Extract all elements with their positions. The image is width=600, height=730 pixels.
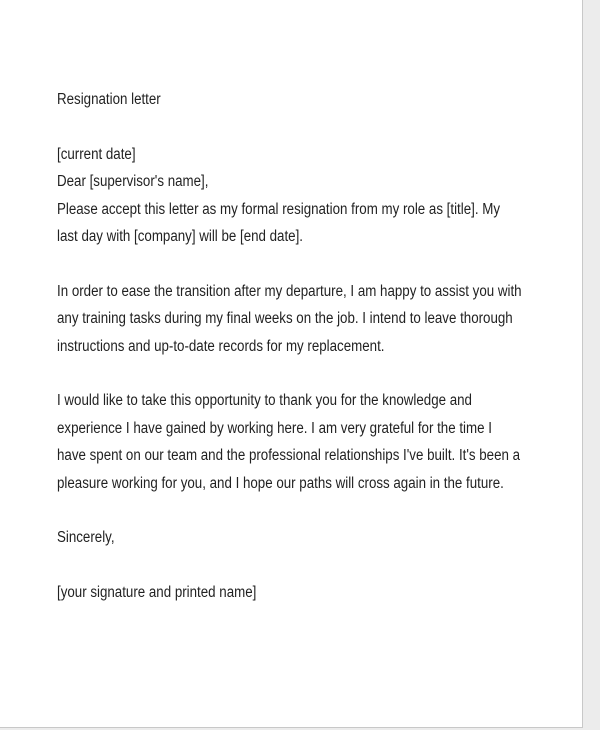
paragraph-2-line: instructions and up-to-date records for my replacement. bbox=[57, 337, 385, 355]
letter-title: Resignation letter bbox=[57, 91, 161, 108]
salutation: Dear [supervisor's name], bbox=[57, 173, 209, 190]
paragraph-2-line: any training tasks during my final weeks on the job. I intend to leave thorough bbox=[57, 310, 513, 327]
paragraph-3-line: pleasure working for you, and I hope our paths will cross again in the future. bbox=[57, 474, 504, 492]
paragraph-2 bbox=[57, 278, 573, 361]
paragraph-3-line: experience I have gained by working here. I am very grateful for the time I bbox=[57, 419, 492, 437]
closing: Sincerely, bbox=[57, 529, 115, 546]
paragraph-1 bbox=[57, 196, 573, 251]
paragraph-1-line: last day with [company] will be [end date]. bbox=[57, 228, 304, 245]
letter-body bbox=[57, 86, 573, 606]
paragraph-1-line: Please accept this letter as my formal resignation from my role as [title]. My bbox=[57, 200, 501, 218]
paragraph-3-line: I would like to take this opportunity to thank you for the knowledge and bbox=[57, 392, 472, 409]
signature-placeholder: [your signature and printed name] bbox=[57, 583, 257, 601]
paragraph-3-line: have spent on our team and the professional relationships I've built. It's been a bbox=[57, 447, 521, 464]
paragraph-3 bbox=[57, 387, 573, 497]
paragraph-2-line: In order to ease the transition after my departure, I am happy to assist you with bbox=[57, 282, 522, 300]
date-line: [current date] bbox=[57, 145, 136, 163]
